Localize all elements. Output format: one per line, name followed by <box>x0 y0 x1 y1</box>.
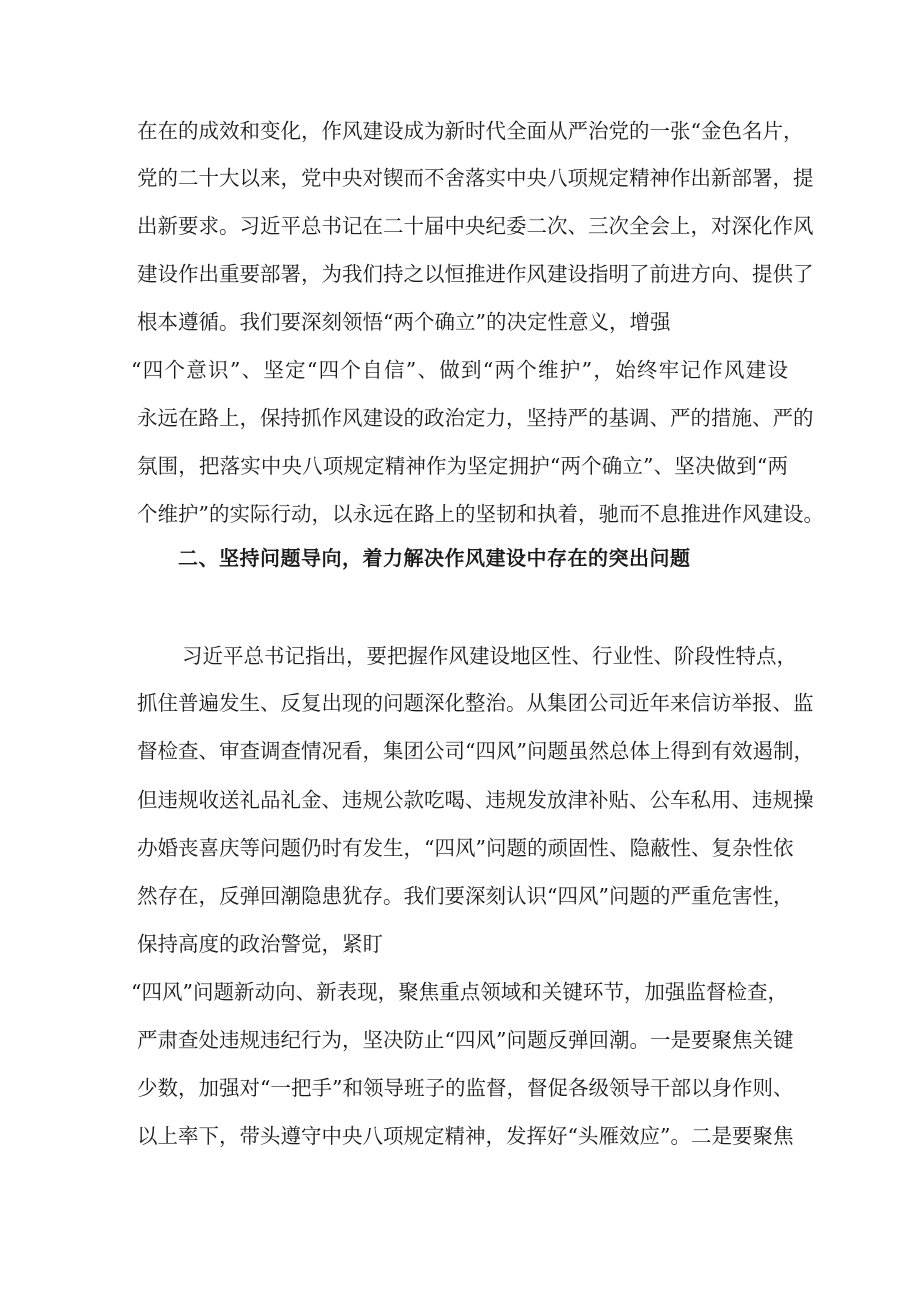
paragraph-line: 抓住普遍发生、反复出现的问题深化整治。从集团公司近年来信访举报、监 <box>137 691 814 715</box>
paragraph-line: 严肃查处违规违纪行为，坚决防止“四风”问题反弹回潮。一是要聚焦关键 <box>137 1028 794 1052</box>
paragraph-line: 建设作出重要部署，为我们持之以恒推进作风建设指明了前进方向、提供了 <box>137 262 814 286</box>
paragraph-line: 习近平总书记指出，要把握作风建设地区性、行业性、阶段性特点， <box>182 644 797 668</box>
paragraph-line: 但违规收送礼品礼金、违规公款吃喝、违规发放津补贴、公车私用、违规操 <box>137 788 814 812</box>
paragraph-line: 党的二十大以来，党中央对锲而不舍落实中央八项规定精神作出新部署，提 <box>137 166 814 190</box>
paragraph-line: 保持高度的政治警觉，紧盯 <box>137 932 383 956</box>
paragraph-line: 根本遵循。我们要深刻领悟“两个确立”的决定性意义，增强 <box>137 310 671 334</box>
paragraph-line: 个维护”的实际行动，以永远在路上的坚韧和执着，驰而不息推进作风建设。 <box>137 502 824 526</box>
paragraph-line: 在在的成效和变化，作风建设成为新时代全面从严治党的一张“金色名片， <box>137 119 804 143</box>
paragraph-line: 氛围，把落实中央八项规定精神作为坚定拥护“两个确立”、坚决做到“两 <box>137 454 788 478</box>
paragraph-line: 以上率下，带头遵守中央八项规定精神，发挥好“头雁效应”。二是要聚焦 <box>137 1124 794 1148</box>
paragraph-line: 然存在，反弹回潮隐患犹存。我们要深刻认识“四风”问题的严重危害性， <box>137 884 794 908</box>
paragraph-line: 督检查、审查调查情况看，集团公司“四风”问题虽然总体上得到有效遏制， <box>137 739 814 763</box>
paragraph-line: “四个意识”、坚定“四个自信”、做到“两个维护”，始终牢记作风建设 <box>131 358 788 382</box>
paragraph-line: 出新要求。习近平总书记在二十届中央纪委二次、三次全会上，对深化作风 <box>137 214 814 238</box>
paragraph-line: 办婚丧喜庆等问题仍时有发生，“四风”问题的顽固性、隐蔽性、复杂性依 <box>137 836 794 860</box>
paragraph-line: 永远在路上，保持抓作风建设的政治定力，坚持严的基调、严的措施、严的 <box>137 406 814 430</box>
paragraph-line: 少数，加强对“一把手”和领导班子的监督，督促各级领导干部以身作则、 <box>137 1076 794 1100</box>
paragraph-line: “四风”问题新动向、新表现，聚焦重点领域和关键环节，加强监督检查， <box>131 980 788 1004</box>
section-heading: 二、坚持问题导向，着力解决作风建设中存在的突出问题 <box>178 546 691 570</box>
